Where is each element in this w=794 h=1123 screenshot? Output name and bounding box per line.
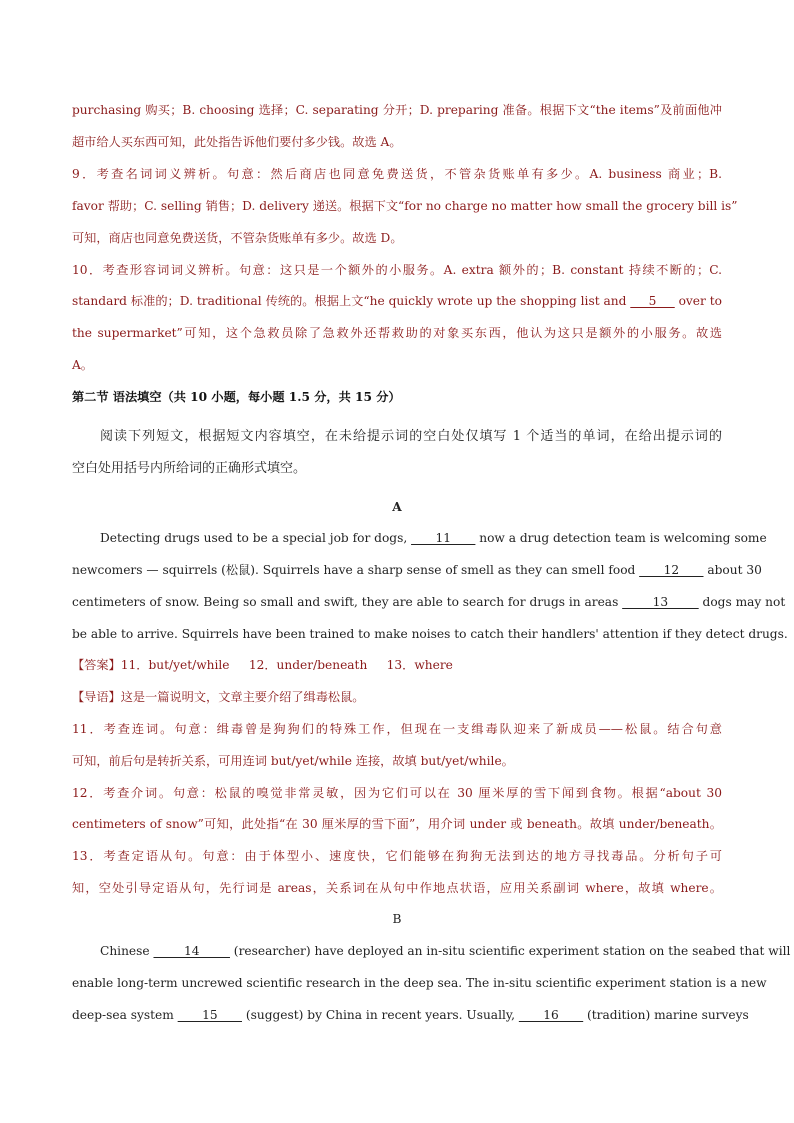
passage-a-line-1-post: now a drug detection team is welcoming some	[475, 531, 767, 545]
q9-explanation-line-2: favor 帮助；C. selling 销售；D. delivery 递送。根据下文“for no charge no matter how small the grocery bill is”	[72, 199, 738, 213]
answer-label: 【答案】	[72, 658, 121, 672]
section-2-instructions-line-2: 空白处用括号内所给词的正确形式填空。	[72, 461, 307, 476]
q12-explanation-line-2: centimeters of snow”可知，此处指“在 30 厘米厚的雪下面”，用介词 under 或 beneath。故填 under/beneath。	[72, 817, 722, 831]
guide-text: 这是一篇说明文，文章主要介绍了缉毒松鼠。	[120, 690, 365, 704]
q13-explanation-line-2: 知，空处引导定语从句，先行词是 areas，关系词在从句中作地点状语，应用关系副词 where，故填 where。	[72, 881, 722, 895]
passage-a-line-1-pre: Detecting drugs used to be a special job for dogs,	[100, 531, 412, 545]
q10-text-post: over to	[674, 294, 722, 308]
passage-b-line-3	[72, 1006, 749, 1024]
passage-a-line-3-post: dogs may not	[698, 595, 786, 609]
guide-label: 【导语】	[72, 690, 121, 704]
q11-explanation-line-1: 11．考查连词。句意：缉毒曾是狗狗们的特殊工作，但现在一支缉毒队迎来了新成员——松鼠。结合句意	[72, 722, 722, 736]
passage-b-line-1-pre: Chinese	[100, 944, 154, 958]
q12-explanation-line-1: 12．考查介词。句意：松鼠的嗅觉非常灵敏，因为它们可以在 30 厘米厚的雪下闻到食物。根据“about 30	[72, 786, 722, 800]
q10-explanation-line-1: 10．考查形容词词义辨析。句意：这只是一个额外的小服务。A. extra 额外的；B. constant 持续不断的；C.	[72, 263, 722, 277]
passage-b-label: B	[392, 912, 402, 926]
blank-16: ____16____	[518, 1008, 584, 1022]
passage-b-line-3-mid: (suggest) by China in recent years. Usually,	[241, 1008, 519, 1022]
blank-14: _____14_____	[153, 944, 230, 958]
passage-a-line-1	[72, 529, 767, 547]
passage-a-line-2-pre: newcomers — squirrels (松鼠). Squirrels have a sharp sense of smell as they can smell food	[72, 563, 640, 577]
passage-a-line-4: be able to arrive. Squirrels have been trained to make noises to catch their handlers' attention if they detect drugs.	[72, 627, 788, 641]
passage-b-line-3-post: (tradition) marine surveys	[583, 1008, 749, 1022]
blank-11: ____11____	[411, 531, 476, 545]
guide-a	[72, 688, 722, 706]
passage-b-line-2: enable long-term uncrewed scientific research in the deep sea. The in-situ scientific experiment station is a new	[72, 976, 767, 990]
section-2-heading: 第二节 语法填空（共 10 小题，每小题 1.5 分，共 15 分）	[72, 390, 401, 404]
answer-a	[72, 656, 722, 674]
passage-b-line-1	[72, 942, 791, 960]
blank-13: _____13_____	[622, 595, 699, 609]
passage-a-line-3-pre: centimeters of snow. Being so small and swift, they are able to search for drugs in areas	[72, 595, 623, 609]
q8-explanation-line-1: purchasing 购买；B. choosing 选择；C. separating 分开；D. preparing 准备。根据下文“the items”及前面他冲	[72, 103, 722, 117]
passage-b-line-1-post: (researcher) have deployed an in-situ scientific experiment station on the seabed that will	[229, 944, 791, 958]
passage-a-line-2	[72, 561, 762, 579]
blank-12: ____12____	[639, 563, 704, 577]
q10-blank: ___5___	[630, 294, 675, 308]
answer-text: 11．but/yet/while 12．under/beneath 13．where	[120, 658, 453, 672]
q10-explanation-line-2	[72, 292, 722, 310]
passage-a-line-3	[72, 593, 786, 611]
q9-explanation-line-3: 可知，商店也同意免费送货，不管杂货账单有多少。故选 D。	[72, 231, 403, 245]
q13-explanation-line-1: 13．考查定语从句。句意：由于体型小、速度快，它们能够在狗狗无法到达的地方寻找毒品。分析句子可	[72, 849, 722, 863]
q11-explanation-line-2: 可知，前后句是转折关系，可用连词 but/yet/while 连接，故填 but/yet/while。	[72, 754, 514, 768]
blank-15: ____15____	[177, 1008, 242, 1022]
section-2-instructions-line-1: 阅读下列短文，根据短文内容填空，在未给提示词的空白处仅填写 1 个适当的单词，在给出提示词的	[100, 429, 722, 444]
q10-explanation-line-3: the supermarket”可知，这个急救员除了急救外还帮救助的对象买东西，他认为这只是额外的小服务。故选	[72, 326, 722, 340]
passage-a-label: A	[392, 500, 402, 514]
q9-explanation-line-1: 9．考查名词词义辨析。句意：然后商店也同意免费送货，不管杂货账单有多少。A. business 商业；B.	[72, 167, 722, 181]
q8-explanation-line-2: 超市给人买东西可知，此处指告诉他们要付多少钱。故选 A。	[72, 135, 402, 149]
q10-text-pre: standard 标准的；D. traditional 传统的。根据上文“he quickly wrote up the shopping list and	[72, 294, 631, 308]
passage-a-line-2-post: about 30	[703, 563, 762, 577]
q10-explanation-line-4: A。	[72, 358, 93, 372]
passage-b-line-3-pre: deep-sea system	[72, 1008, 178, 1022]
